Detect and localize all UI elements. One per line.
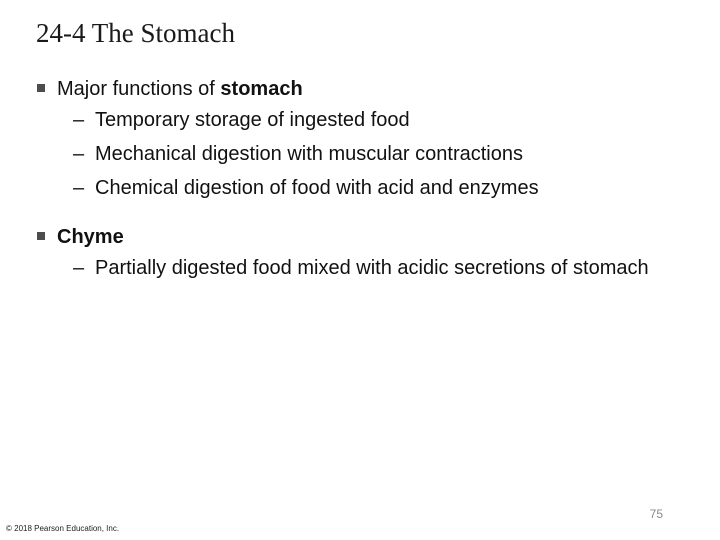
sub-bullet-text: Partially digested food mixed with acidic secretions of stomach bbox=[95, 257, 649, 279]
copyright-footer: © 2018 Pearson Education, Inc. bbox=[6, 524, 120, 533]
sub-bullet-item bbox=[57, 254, 686, 282]
bullet-list bbox=[36, 76, 686, 292]
sub-bullet-item bbox=[57, 140, 686, 168]
dash-marker: – bbox=[73, 177, 85, 199]
bullet-text bbox=[57, 224, 686, 250]
bullet-prefix: Major functions of bbox=[57, 78, 221, 100]
sub-bullet-item bbox=[57, 106, 686, 134]
bullet-major-functions bbox=[36, 76, 686, 202]
bullet-chyme bbox=[36, 224, 686, 282]
dash-marker: – bbox=[73, 143, 85, 165]
square-bullet-icon bbox=[37, 232, 45, 240]
bullet-bold-term: stomach bbox=[220, 78, 303, 100]
sub-bullet-list bbox=[57, 106, 686, 202]
page-number: 75 bbox=[649, 507, 663, 521]
bullet-bold-term: Chyme bbox=[57, 226, 124, 248]
dash-marker: – bbox=[73, 257, 85, 279]
bullet-text bbox=[57, 76, 686, 102]
sub-bullet-text: Temporary storage of ingested food bbox=[95, 109, 410, 131]
sub-bullet-list bbox=[57, 254, 686, 282]
dash-marker: – bbox=[73, 109, 85, 131]
sub-bullet-text: Chemical digestion of food with acid and enzymes bbox=[95, 177, 539, 199]
slide-title: 24-4 The Stomach bbox=[36, 18, 235, 48]
sub-bullet-item bbox=[57, 174, 686, 202]
sub-bullet-text: Mechanical digestion with muscular contractions bbox=[95, 143, 523, 165]
square-bullet-icon bbox=[37, 84, 45, 92]
